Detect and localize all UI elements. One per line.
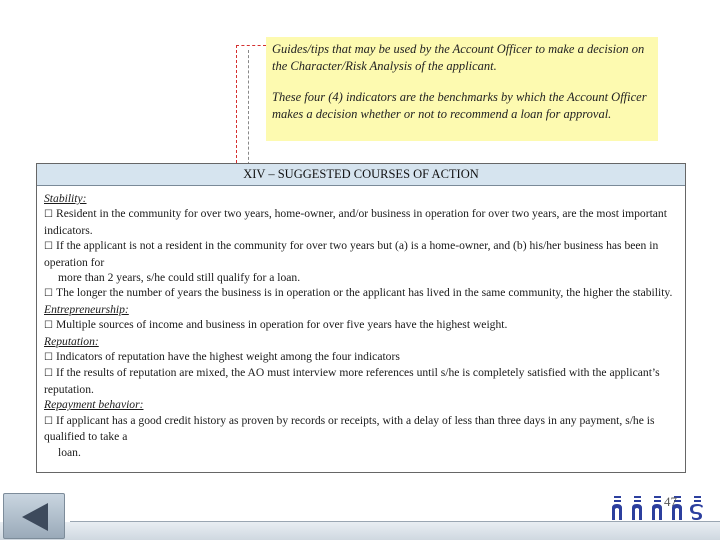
checkbox-bullet-icon: ☐ (44, 320, 53, 332)
list-item: ☐ Indicators of reputation have the highest weight among the four indicators (44, 349, 679, 365)
left-triangle-icon (18, 500, 52, 534)
checkbox-bullet-icon: ☐ (44, 368, 53, 380)
callout-connector-horizontal (236, 45, 266, 46)
panel-body (37, 186, 685, 460)
list-item: ☐ Multiple sources of income and business in operation for over five years have the highest weight. (44, 317, 679, 333)
callout-connector-guide (248, 50, 249, 170)
callout-connector-vertical (236, 45, 237, 173)
checkbox-bullet-icon: ☐ (44, 241, 53, 253)
checkbox-bullet-icon: ☐ (44, 288, 53, 300)
back-button[interactable] (3, 493, 65, 539)
callout-note (266, 37, 658, 141)
list-item-continuation: more than 2 years, s/he could still qualify for a loan. (58, 271, 301, 285)
page-number: 47 (664, 494, 677, 509)
list-item: ☐ If applicant has a good credit history as proven by records or receipts, with a delay of less than three days in any payment, s/he is qualified to take a (44, 413, 655, 444)
checkbox-bullet-icon: ☐ (44, 209, 53, 221)
list-item: ☐ The longer the number of years the business is in operation or the applicant has lived in the same community, the higher the stability. (44, 285, 679, 301)
checkbox-bullet-icon: ☐ (44, 352, 53, 364)
section-heading-entrepreneurship: Entrepreneurship: (44, 302, 129, 316)
list-item: ☐ If the results of reputation are mixed, the AO must interview more references until s/he is completely satisfied with the applicant’s reputation. (44, 366, 660, 396)
courses-of-action-panel (36, 163, 686, 473)
section-heading-reputation: Reputation: (44, 334, 99, 348)
panel-title: XIV – SUGGESTED COURSES OF ACTION (37, 164, 685, 186)
callout-paragraph-1: Guides/tips that may be used by the Account Officer to make a decision on the Character/Risk Analysis of the applicant. (272, 42, 645, 73)
checkbox-bullet-icon: ☐ (44, 415, 53, 427)
list-item-continuation: loan. (58, 445, 81, 459)
list-item: ☐ Resident in the community for over two years, home-owner, and/or business in operation for over two years, are the most important indicators. (44, 207, 667, 237)
footer-bar (0, 522, 720, 540)
section-heading-repayment-behavior: Repayment behavior: (44, 398, 144, 412)
callout-paragraph-2: These four (4) indicators are the benchmarks by which the Account Officer makes a decision whether or not to recommend a loan for approval. (272, 90, 647, 121)
list-item: ☐ If the applicant is not a resident in the community for over two years but (a) is a home-owner, and (b) his/her business has been in operation for (44, 239, 659, 269)
section-heading-stability: Stability: (44, 192, 87, 205)
